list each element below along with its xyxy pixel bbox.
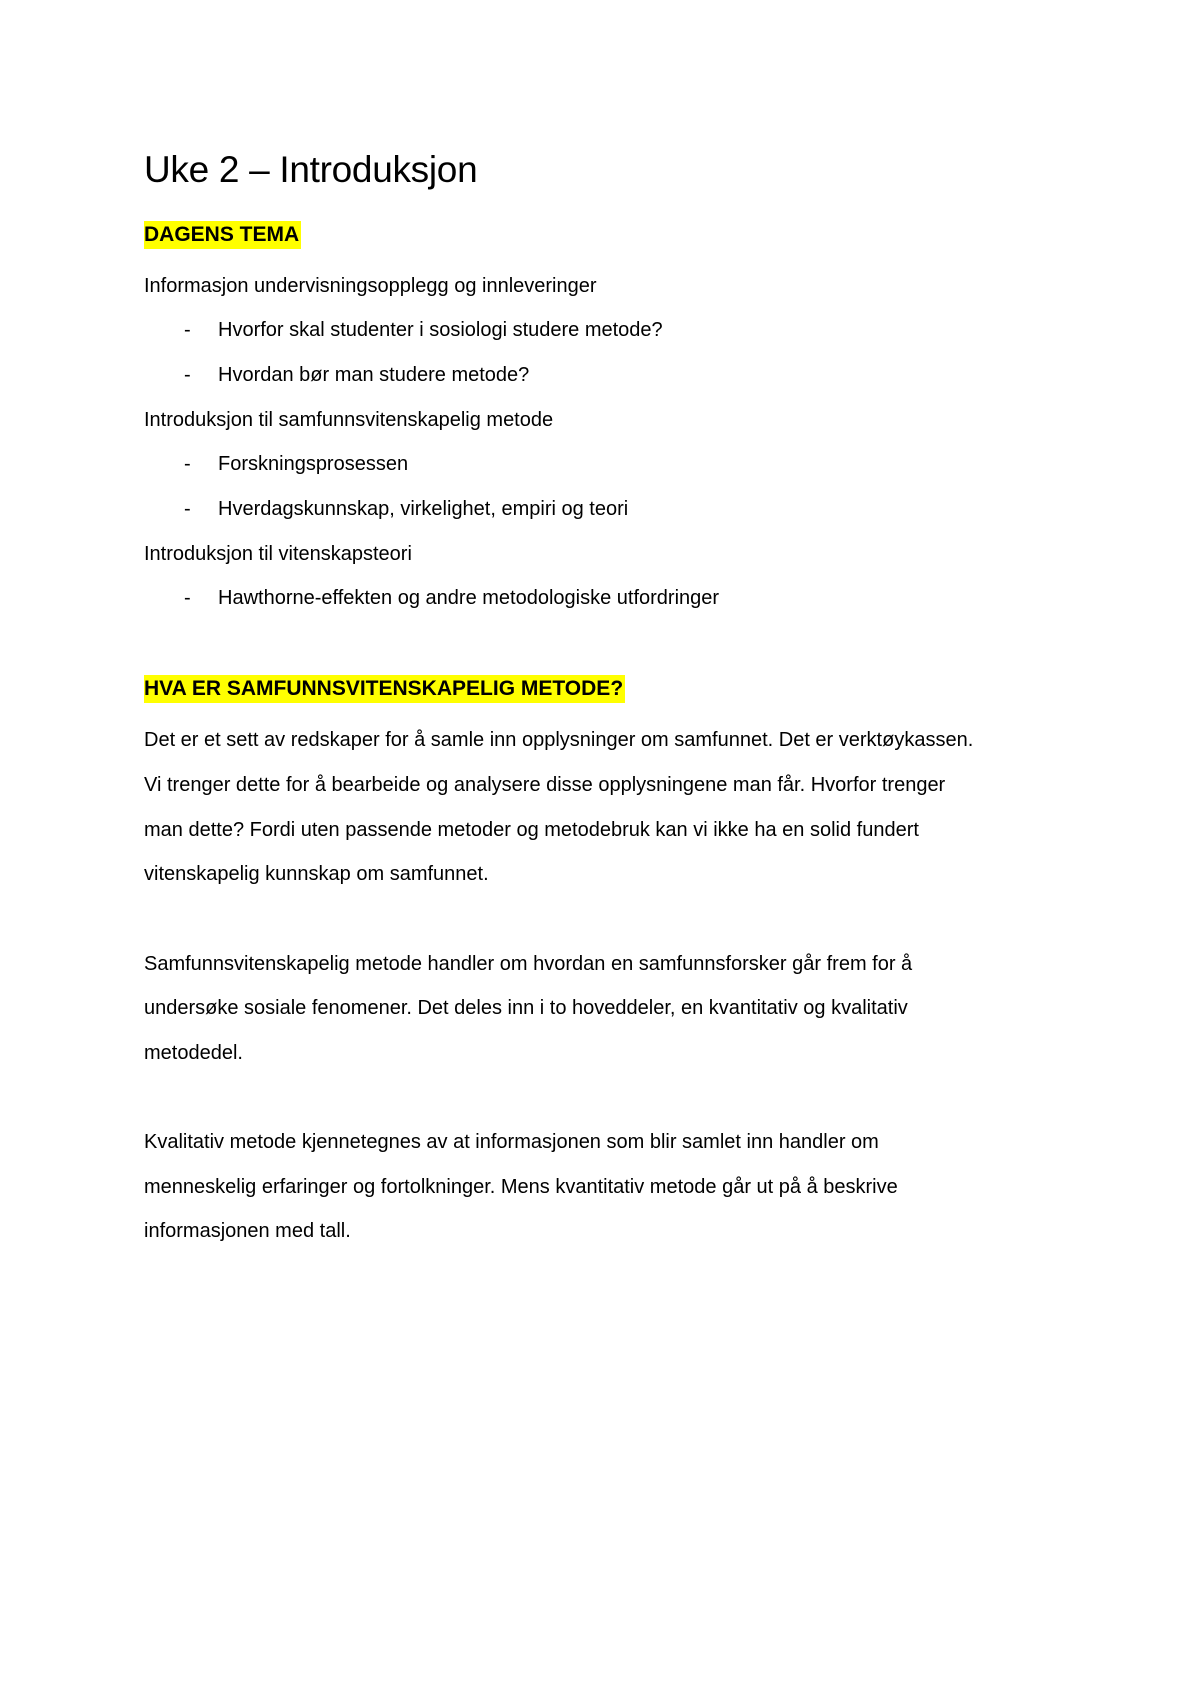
list-item-text: Hawthorne-effekten og andre metodologiske utfordringer bbox=[218, 587, 720, 609]
bullet-dash: - bbox=[184, 319, 191, 341]
paragraph-line: informasjonen med tall. bbox=[144, 1220, 351, 1242]
paragraph-line: undersøke sosiale fenomener. Det deles inn i to hoveddeler, en kvantitativ og kvalitativ bbox=[144, 997, 908, 1019]
paragraph-line: Det er et sett av redskaper for å samle inn opplysninger om samfunnet. Det er verktøykassen. bbox=[144, 729, 974, 751]
list-item bbox=[184, 494, 628, 524]
list-item-text: Hvordan bør man studere metode? bbox=[218, 364, 530, 386]
section-heading-metode bbox=[144, 674, 625, 704]
paragraph-line: Vi trenger dette for å bearbeide og analysere disse opplysningene man får. Hvorfor trenger bbox=[144, 774, 946, 796]
topic-group-label: Informasjon undervisningsopplegg og innleveringer bbox=[144, 275, 597, 297]
topic-group-label: Introduksjon til samfunnsvitenskapelig metode bbox=[144, 409, 554, 431]
bullet-dash: - bbox=[184, 587, 191, 609]
topic-group-label: Introduksjon til vitenskapsteori bbox=[144, 543, 412, 565]
paragraph-line: man dette? Fordi uten passende metoder og metodebruk kan vi ikke ha en solid fundert bbox=[144, 819, 919, 841]
paragraph-line: Samfunnsvitenskapelig metode handler om hvordan en samfunnsforsker går frem for å bbox=[144, 953, 913, 975]
list-item bbox=[184, 449, 408, 479]
paragraph-line: menneskelig erfaringer og fortolkninger. Mens kvantitativ metode går ut på å beskrive bbox=[144, 1176, 898, 1198]
list-item bbox=[184, 360, 529, 390]
section-heading-text: HVA ER SAMFUNNSVITENSKAPELIG METODE? bbox=[144, 675, 625, 703]
section-heading-dagens-tema bbox=[144, 220, 301, 250]
paragraph-line: metodedel. bbox=[144, 1042, 243, 1064]
list-item bbox=[184, 315, 663, 345]
list-item bbox=[184, 583, 719, 613]
list-item-text: Hvorfor skal studenter i sosiologi studere metode? bbox=[218, 319, 663, 341]
paragraph-line: vitenskapelig kunnskap om samfunnet. bbox=[144, 863, 489, 885]
bullet-dash: - bbox=[184, 364, 191, 386]
list-item-text: Forskningsprosessen bbox=[218, 453, 409, 475]
list-item-text: Hverdagskunnskap, virkelighet, empiri og teori bbox=[218, 498, 629, 520]
document-title: Uke 2 – Introduksjon bbox=[144, 149, 478, 190]
bullet-dash: - bbox=[184, 498, 191, 520]
section-heading-text: DAGENS TEMA bbox=[144, 221, 301, 249]
bullet-dash: - bbox=[184, 453, 191, 475]
paragraph-line: Kvalitativ metode kjennetegnes av at informasjonen som blir samlet inn handler om bbox=[144, 1131, 879, 1153]
